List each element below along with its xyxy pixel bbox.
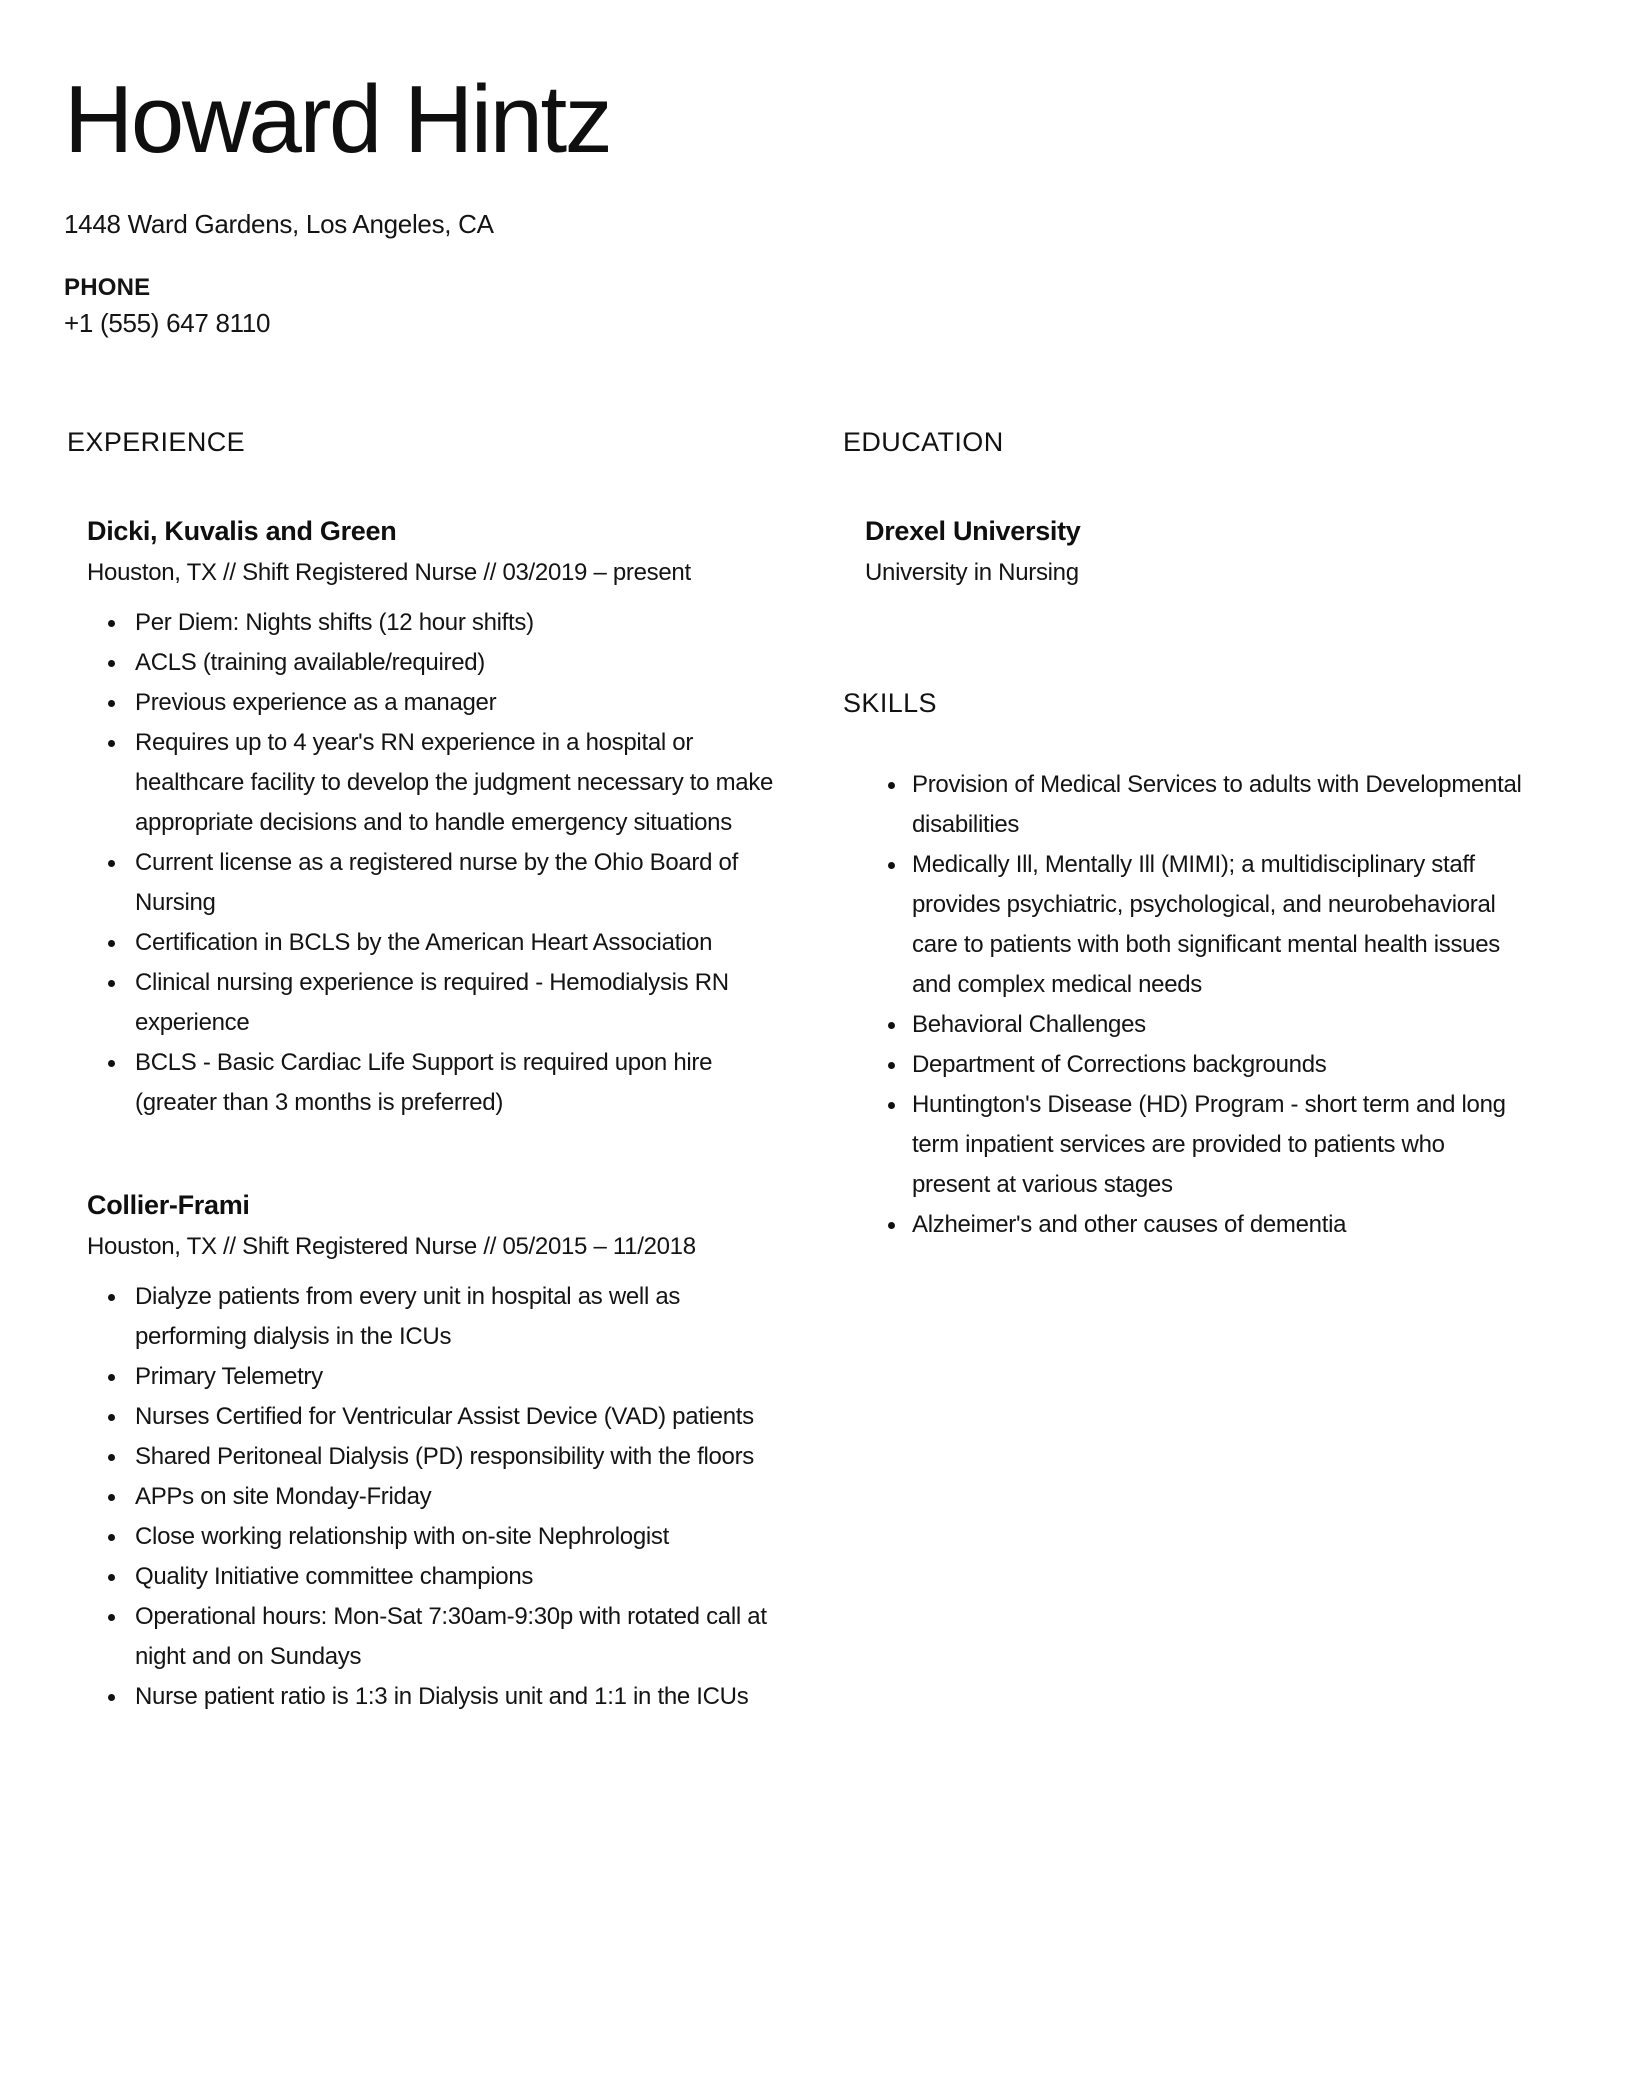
job-bullet: Clinical nursing experience is required - Hemodialysis RN experience: [87, 963, 785, 1043]
person-name: Howard Hintz: [64, 66, 611, 173]
education-heading: EDUCATION: [843, 427, 1004, 457]
job-bullet: Previous experience as a manager: [87, 683, 785, 723]
job-bullet-list: [87, 603, 785, 1123]
skill-item: Behavioral Challenges: [840, 1005, 1527, 1045]
company-name: Collier-Frami: [87, 1190, 250, 1220]
phone-label: PHONE: [64, 274, 151, 301]
job-bullet: Nurses Certified for Ventricular Assist Device (VAD) patients: [87, 1397, 785, 1437]
job-bullet: BCLS - Basic Cardiac Life Support is required upon hire (greater than 3 months is preferred): [87, 1043, 785, 1123]
job-bullet: Requires up to 4 year's RN experience in a hospital or healthcare facility to develop the judgment necessary to make appropriate decisions and to handle emergency situations: [87, 723, 785, 843]
job-bullet: Current license as a registered nurse by the Ohio Board of Nursing: [87, 843, 785, 923]
job-entry-1: [87, 518, 814, 1123]
experience-heading: EXPERIENCE: [67, 427, 246, 457]
job-bullet: APPs on site Monday-Friday: [87, 1477, 785, 1517]
address-line: 1448 Ward Gardens, Los Angeles, CA: [64, 209, 494, 239]
education-entry: [865, 518, 1632, 588]
job-meta: Houston, TX // Shift Registered Nurse // 05/2015 – 11/2018: [87, 1233, 696, 1260]
right-column: [840, 0, 1632, 1245]
job-bullet: Certification in BCLS by the American Heart Association: [87, 923, 785, 963]
experience-section: [64, 0, 814, 1717]
job-bullet: Nurse patient ratio is 1:3 in Dialysis unit and 1:1 in the ICUs: [87, 1677, 785, 1717]
job-bullet: Operational hours: Mon-Sat 7:30am-9:30p with rotated call at night and on Sundays: [87, 1597, 785, 1677]
school-name: Drexel University: [865, 516, 1081, 546]
job-bullet: Dialyze patients from every unit in hospital as well as performing dialysis in the ICUs: [87, 1277, 785, 1357]
skill-item: Alzheimer's and other causes of dementia: [840, 1205, 1527, 1245]
job-bullet: Primary Telemetry: [87, 1357, 785, 1397]
job-bullet: Quality Initiative committee champions: [87, 1557, 785, 1597]
skill-item: Department of Corrections backgrounds: [840, 1045, 1527, 1085]
phone-number: +1 (555) 647 8110: [64, 308, 271, 338]
degree: University in Nursing: [865, 559, 1079, 586]
job-bullet: Shared Peritoneal Dialysis (PD) responsibility with the floors: [87, 1437, 785, 1477]
job-bullet-list: [87, 1277, 785, 1717]
skill-item: Medically Ill, Mentally Ill (MIMI); a multidisciplinary staff provides psychiatric, psychological, and neurobehavioral care to patients with both significant mental health issues and complex medical needs: [840, 845, 1527, 1005]
job-meta: Houston, TX // Shift Registered Nurse // 03/2019 – present: [87, 559, 691, 586]
company-name: Dicki, Kuvalis and Green: [87, 516, 397, 546]
job-bullet: Close working relationship with on-site Nephrologist: [87, 1517, 785, 1557]
skill-item: Huntington's Disease (HD) Program - short term and long term inpatient services are provided to patients who present at various stages: [840, 1085, 1527, 1205]
skill-item: Provision of Medical Services to adults with Developmental disabilities: [840, 765, 1527, 845]
job-bullet: Per Diem: Nights shifts (12 hour shifts): [87, 603, 785, 643]
skills-heading: SKILLS: [843, 688, 937, 718]
job-bullet: ACLS (training available/required): [87, 643, 785, 683]
skills-list: [840, 765, 1527, 1245]
job-entry-2: [87, 1192, 814, 1717]
